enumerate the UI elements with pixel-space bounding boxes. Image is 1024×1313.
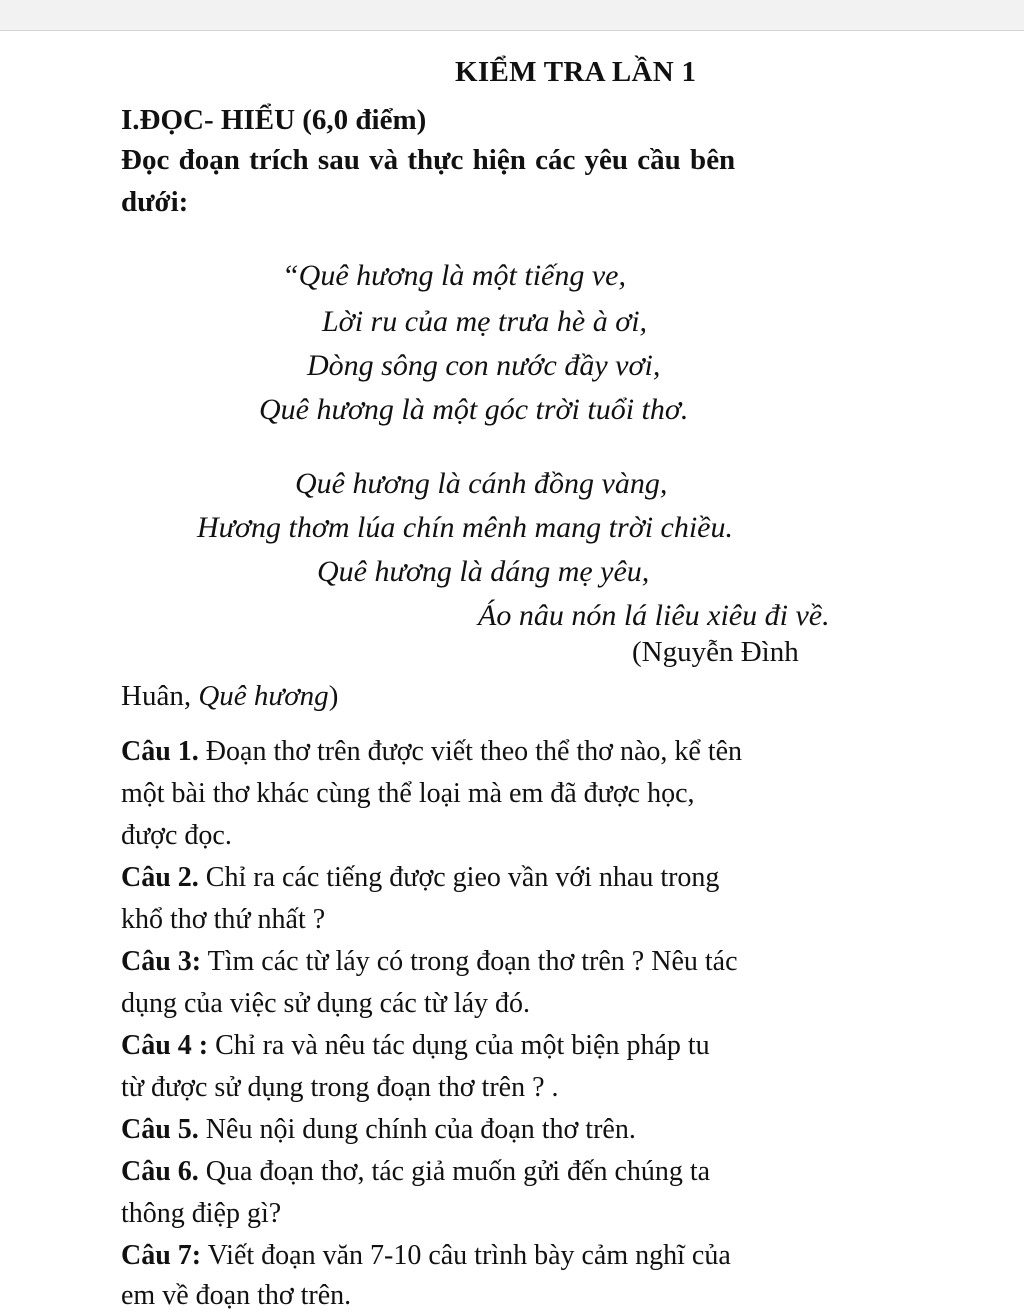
instruction-line-2: dưới: [121, 186, 189, 218]
question-text: được đọc. [121, 820, 232, 851]
question-label: Câu 7: [121, 1240, 202, 1271]
question-text: Đoạn thơ trên được viết theo thể thơ nào, kể tên [198, 736, 743, 767]
poem-line: Quê hương là cánh đồng vàng, [295, 467, 668, 500]
question-text: Qua đoạn thơ, tác giả muốn gửi đến chúng ta [198, 1156, 711, 1187]
question-text: dụng của việc sử dụng các từ láy đó. [121, 988, 531, 1019]
poem-line: Quê hương là dáng mẹ yêu, [317, 555, 650, 588]
question-label: Câu 2. [121, 862, 199, 893]
question-5 [121, 1113, 636, 1147]
question-text: Viết đoạn văn 7-10 câu trình bày cảm nghĩ của [201, 1240, 731, 1271]
question-text: khổ thơ thứ nhất ? [121, 904, 326, 935]
question-label: Câu 6. [121, 1156, 199, 1187]
question-2 [121, 861, 719, 895]
poem-line: Áo nâu nón lá liêu xiêu đi về. [478, 599, 830, 632]
question-text: Nêu nội dung chính của đoạn thơ trên. [198, 1114, 636, 1145]
question-text: em về đoạn thơ trên. [121, 1280, 352, 1311]
citation-author-end: Huân, [121, 680, 199, 712]
question-label: Câu 5. [121, 1114, 199, 1145]
question-text: thông điệp gì? [121, 1198, 282, 1229]
poem-line: “Quê hương là một tiếng ve, [282, 259, 626, 292]
poem-line: Hương thơm lúa chín mênh mang trời chiều. [197, 511, 734, 544]
question-1 [121, 735, 742, 769]
document-page [0, 30, 1024, 1313]
question-3 [121, 945, 738, 979]
citation-close: ) [328, 680, 339, 712]
instruction-line-1: Đọc đoạn trích sau và thực hiện các yêu cầu bên [121, 144, 736, 176]
question-label: Câu 4 : [121, 1030, 209, 1061]
question-7 [121, 1239, 731, 1273]
page-title: KIỂM TRA LẦN 1 [455, 56, 697, 88]
citation-work-title: Quê hương [198, 680, 329, 712]
question-label: Câu 3: [121, 946, 202, 977]
poem-line: Dòng sông con nước đầy vơi, [307, 349, 661, 382]
question-4 [121, 1029, 710, 1063]
question-text: từ được sử dụng trong đoạn thơ trên ? . [121, 1072, 559, 1103]
question-text: Chỉ ra và nêu tác dụng của một biện pháp tu [208, 1030, 710, 1061]
poem-line: Quê hương là một góc trời tuổi thơ. [259, 393, 689, 426]
question-text: Chỉ ra các tiếng được gieo vần với nhau trong [198, 862, 720, 893]
poem-line: Lời ru của mẹ trưa hè à ơi, [322, 305, 648, 338]
citation-source [121, 679, 338, 713]
section-heading: I.ĐỌC- HIỂU (6,0 điểm) [121, 104, 427, 136]
question-6 [121, 1155, 710, 1189]
question-text: một bài thơ khác cùng thể loại mà em đã được học, [121, 778, 695, 809]
question-label: Câu 1. [121, 736, 199, 767]
question-text: Tìm các từ láy có trong đoạn thơ trên ? Nêu tác [201, 946, 738, 977]
citation-author: (Nguyễn Đình [632, 636, 799, 668]
